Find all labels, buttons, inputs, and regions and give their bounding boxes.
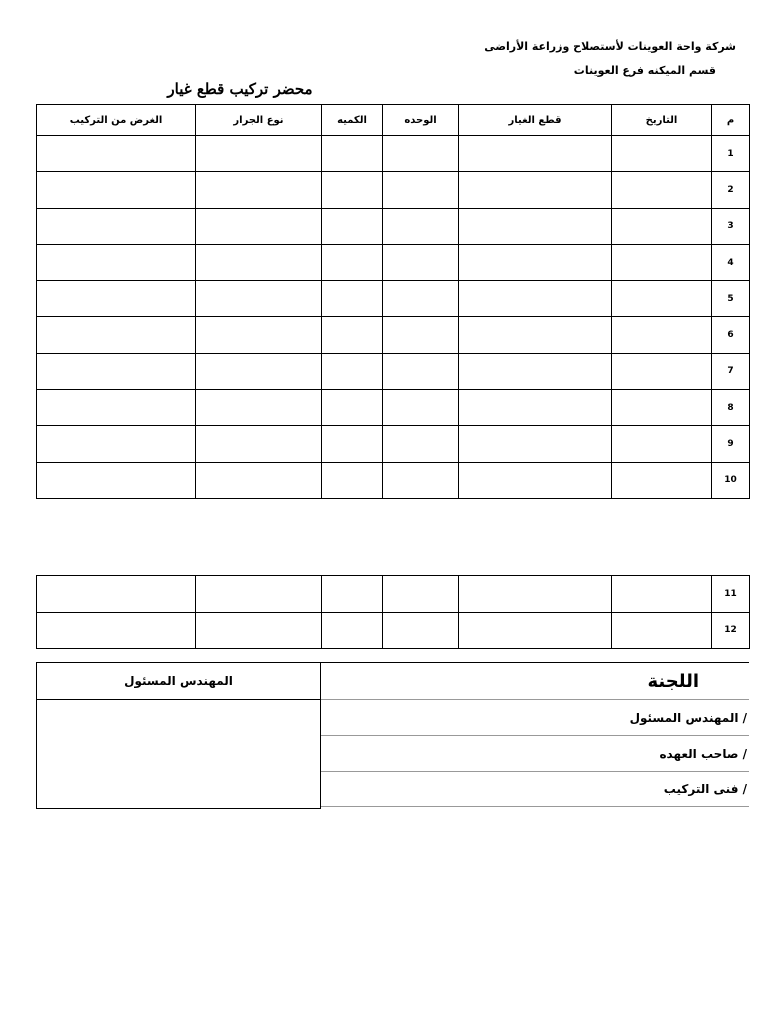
cell-unit[interactable]: [383, 136, 459, 172]
cell-date[interactable]: [612, 136, 712, 172]
cell-purpose[interactable]: [37, 208, 196, 244]
row-number: 3: [712, 208, 750, 244]
cell-purpose[interactable]: [37, 244, 196, 280]
cell-unit[interactable]: [383, 353, 459, 389]
cell-purpose[interactable]: [37, 426, 196, 462]
cell-spare-parts[interactable]: [459, 244, 612, 280]
cell-quantity[interactable]: [322, 462, 383, 498]
row-number: 7: [712, 353, 750, 389]
cell-tractor-type[interactable]: [196, 390, 322, 426]
spare-parts-table: [36, 104, 750, 499]
cell-tractor-type[interactable]: [196, 244, 322, 280]
cell-purpose[interactable]: [37, 317, 196, 353]
cell-tractor-type[interactable]: [196, 317, 322, 353]
cell-date[interactable]: [612, 281, 712, 317]
table-row: [37, 208, 750, 244]
cell-tractor-type[interactable]: [196, 136, 322, 172]
cell-unit[interactable]: [383, 172, 459, 208]
cell-spare-parts[interactable]: [459, 426, 612, 462]
column-header-number: م: [712, 105, 750, 136]
cell-tractor-type[interactable]: [196, 612, 322, 649]
cell-spare-parts[interactable]: [459, 353, 612, 389]
cell-unit[interactable]: [383, 281, 459, 317]
cell-unit[interactable]: [383, 244, 459, 280]
cell-unit[interactable]: [383, 462, 459, 498]
cell-purpose[interactable]: [37, 462, 196, 498]
cell-date[interactable]: [612, 353, 712, 389]
cell-date[interactable]: [612, 462, 712, 498]
table-row: [37, 281, 750, 317]
committee-members-box: [320, 662, 749, 808]
cell-tractor-type[interactable]: [196, 426, 322, 462]
department-name: قسم الميكنه فرع العوينات: [573, 64, 716, 77]
cell-purpose[interactable]: [37, 281, 196, 317]
column-header-spare-parts: قطع الغيار: [459, 105, 612, 136]
row-number: 10: [712, 462, 750, 498]
cell-tractor-type[interactable]: [196, 576, 322, 613]
cell-quantity[interactable]: [322, 136, 383, 172]
cell-spare-parts[interactable]: [459, 317, 612, 353]
row-number: 9: [712, 426, 750, 462]
cell-quantity[interactable]: [322, 281, 383, 317]
table-row: [37, 462, 750, 498]
cell-quantity[interactable]: [322, 390, 383, 426]
organization-name: شركة واحة العوينات لأستصلاح وزراعة الأراضى: [484, 40, 736, 53]
cell-spare-parts[interactable]: [459, 172, 612, 208]
table-row: [37, 353, 750, 389]
cell-tractor-type[interactable]: [196, 208, 322, 244]
cell-spare-parts[interactable]: [459, 612, 612, 649]
row-number: 4: [712, 244, 750, 280]
cell-unit[interactable]: [383, 426, 459, 462]
cell-unit[interactable]: [383, 576, 459, 613]
row-number: 1: [712, 136, 750, 172]
cell-date[interactable]: [612, 390, 712, 426]
cell-unit[interactable]: [383, 390, 459, 426]
cell-tractor-type[interactable]: [196, 462, 322, 498]
table-row: [37, 136, 750, 172]
cell-quantity[interactable]: [322, 426, 383, 462]
cell-quantity[interactable]: [322, 208, 383, 244]
row-number: 11: [712, 576, 750, 613]
cell-purpose[interactable]: [37, 136, 196, 172]
cell-date[interactable]: [612, 208, 712, 244]
cell-date[interactable]: [612, 317, 712, 353]
table-row: [37, 317, 750, 353]
cell-quantity[interactable]: [322, 172, 383, 208]
row-number: 5: [712, 281, 750, 317]
cell-tractor-type[interactable]: [196, 353, 322, 389]
cell-spare-parts[interactable]: [459, 462, 612, 498]
cell-date[interactable]: [612, 426, 712, 462]
committee-member-engineer: / المهندس المسئول: [320, 699, 749, 735]
column-header-date: التاريخ: [612, 105, 712, 136]
committee-member-custodian: / صاحب العهده: [320, 735, 749, 771]
cell-spare-parts[interactable]: [459, 136, 612, 172]
row-number: 12: [712, 612, 750, 649]
column-header-tractor-type: نوع الجرار: [196, 105, 322, 136]
cell-tractor-type[interactable]: [196, 281, 322, 317]
cell-unit[interactable]: [383, 612, 459, 649]
table-row: [37, 172, 750, 208]
row-number: 8: [712, 390, 750, 426]
row-number: 6: [712, 317, 750, 353]
cell-purpose[interactable]: [37, 612, 196, 649]
engineer-header: المهندس المسئول: [37, 663, 320, 700]
committee-section: [36, 662, 749, 809]
cell-purpose[interactable]: [37, 390, 196, 426]
cell-quantity[interactable]: [322, 244, 383, 280]
spare-parts-table-continued: [36, 575, 750, 649]
cell-spare-parts[interactable]: [459, 208, 612, 244]
cell-tractor-type[interactable]: [196, 172, 322, 208]
committee-member-technician: / فنى التركيب: [320, 771, 749, 807]
table-row: [37, 426, 750, 462]
cell-unit[interactable]: [383, 208, 459, 244]
cell-date[interactable]: [612, 172, 712, 208]
column-header-purpose: الغرض من التركيب: [37, 105, 196, 136]
table-row: [37, 244, 750, 280]
cell-quantity[interactable]: [322, 317, 383, 353]
table-row: [37, 390, 750, 426]
column-header-quantity: الكميه: [322, 105, 383, 136]
cell-date[interactable]: [612, 576, 712, 613]
cell-date[interactable]: [612, 612, 712, 649]
table-row: [37, 612, 750, 649]
cell-spare-parts[interactable]: [459, 576, 612, 613]
table-row: [37, 576, 750, 613]
cell-quantity[interactable]: [322, 612, 383, 649]
cell-spare-parts[interactable]: [459, 390, 612, 426]
cell-purpose[interactable]: [37, 576, 196, 613]
column-header-unit: الوحده: [383, 105, 459, 136]
engineer-signature-box: [36, 662, 321, 809]
document-title: محضر تركيب قطع غيار: [167, 80, 313, 98]
cell-unit[interactable]: [383, 317, 459, 353]
cell-quantity[interactable]: [322, 353, 383, 389]
cell-spare-parts[interactable]: [459, 281, 612, 317]
committee-title: اللجنة: [320, 662, 749, 699]
cell-purpose[interactable]: [37, 353, 196, 389]
cell-quantity[interactable]: [322, 576, 383, 613]
row-number: 2: [712, 172, 750, 208]
cell-date[interactable]: [612, 244, 712, 280]
cell-purpose[interactable]: [37, 172, 196, 208]
table-header-row: [37, 105, 750, 136]
